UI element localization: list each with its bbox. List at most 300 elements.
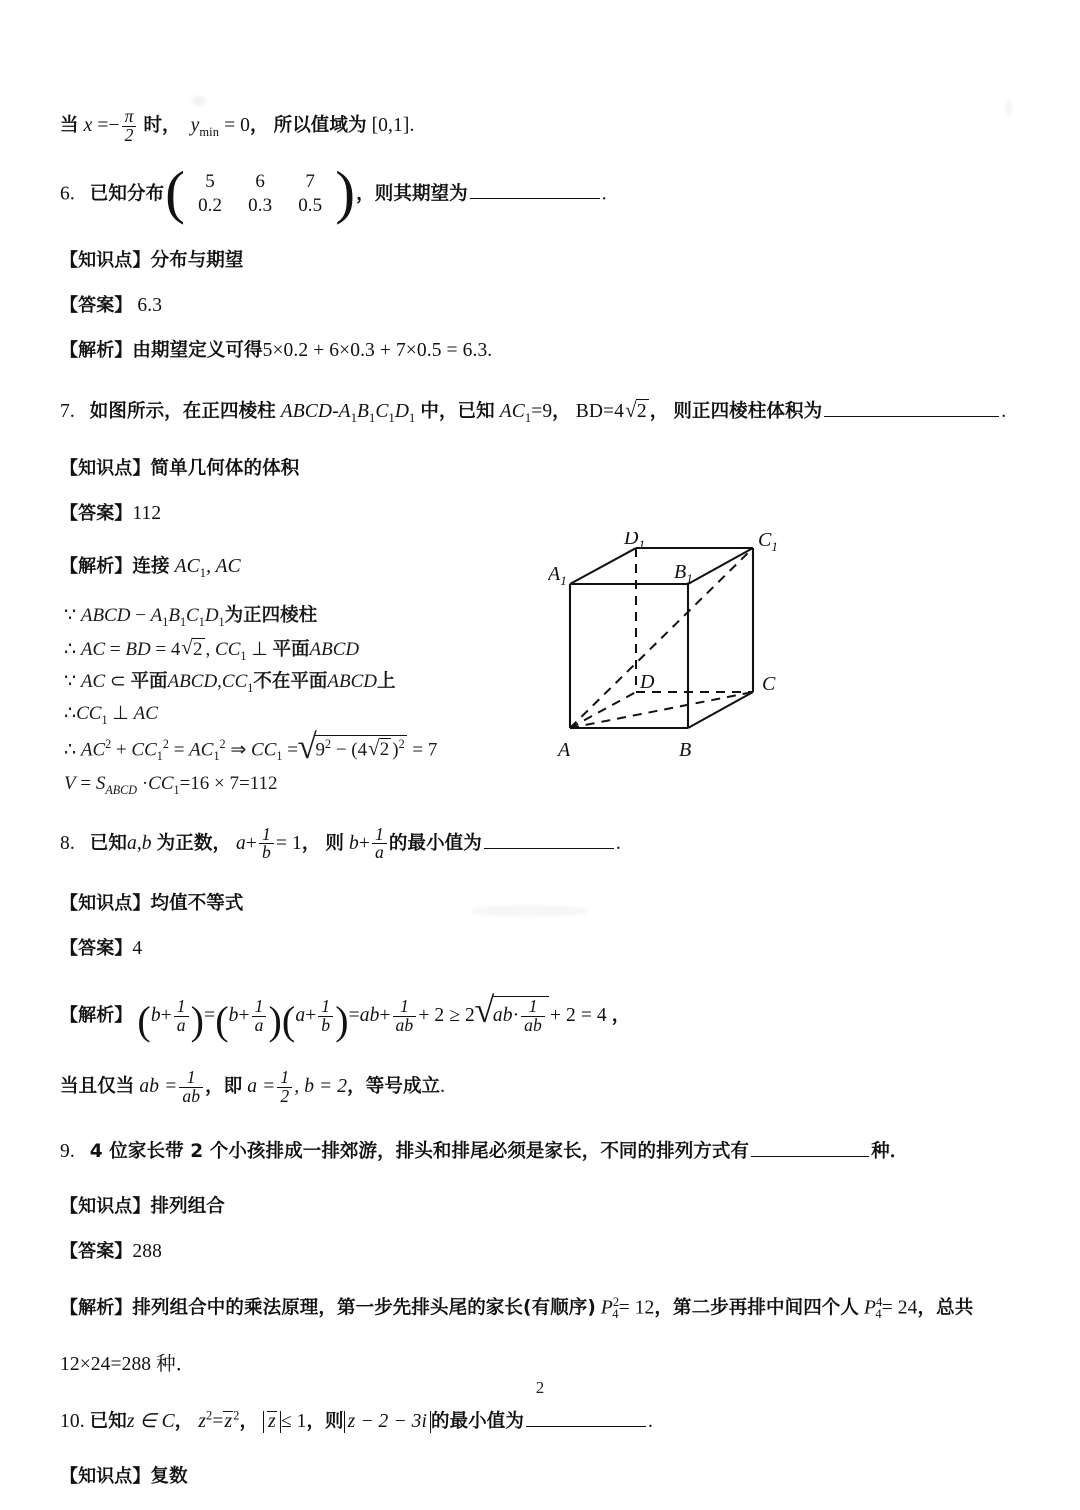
- step5-ac1-sub: 1: [213, 749, 220, 764]
- question-7-stem-1: 如图所示，在正四棱柱: [89, 400, 276, 422]
- step5-radicand: [315, 735, 407, 762]
- vertex-label-B1-sub: 1: [686, 571, 693, 586]
- intro-text-1: 当: [60, 115, 79, 137]
- step1-text: 为正四棱柱: [224, 605, 318, 627]
- step3-cc1: CC: [221, 670, 248, 692]
- step1-a1: A: [150, 605, 163, 627]
- sqrt-2-radicand: 2: [636, 399, 649, 425]
- vertex-label-A1-sub: 1: [560, 573, 567, 588]
- permutation-p1-sub: 4: [612, 1307, 619, 1322]
- step2-cc1-sub: 1: [240, 648, 247, 663]
- a8-plus2: +: [238, 1005, 250, 1027]
- step5-minus: −: [335, 739, 347, 761]
- question-10-number: 10.: [60, 1411, 85, 1433]
- segment-ac: , AC: [206, 555, 241, 577]
- a8-ab: ab: [359, 1005, 380, 1027]
- analysis-label: 【解析】: [60, 339, 133, 361]
- open-paren: (: [137, 997, 151, 1043]
- q8-frac-num: 1: [262, 823, 271, 844]
- step5-nine: 9: [315, 739, 325, 761]
- condition-a-den: 2: [277, 1087, 292, 1106]
- condition-text-2: ，即: [205, 1076, 243, 1098]
- prism-b: B: [357, 400, 370, 422]
- step5-ac1: AC: [189, 739, 214, 761]
- q10-le-one: ≤ 1: [280, 1411, 307, 1433]
- step5-eq: =: [173, 739, 185, 761]
- step3-on-text: 上: [376, 670, 396, 692]
- vertex-label-D1-sub: 1: [638, 537, 645, 552]
- question-7-answer-value: 112: [132, 502, 162, 524]
- question-8-period: .: [615, 832, 621, 854]
- a8-f1-num: 1: [176, 996, 186, 1017]
- prism-svg: [548, 532, 798, 772]
- vertex-label-D: D: [640, 671, 655, 693]
- question-9-answer-value: 288: [132, 1240, 162, 1262]
- knowledge-point-label: 【知识点】: [60, 893, 151, 915]
- permutation-p1: P: [600, 1297, 613, 1319]
- question-9-number: 9.: [60, 1141, 75, 1163]
- question-8-knowledge-point: [60, 892, 1020, 917]
- intro-var-x: x: [83, 115, 93, 137]
- one-over-ab-fraction: [179, 1069, 203, 1106]
- intro-ymin-eq: = 0: [224, 115, 250, 137]
- step3-plane-text: 平面: [130, 670, 168, 692]
- page-content: [60, 108, 1020, 1510]
- sqrt-2-icon: [368, 738, 391, 761]
- permutation-p1-value: = 12: [618, 1297, 655, 1319]
- step6-eq: =: [80, 773, 92, 795]
- step2-sqrt-radicand: 2: [193, 638, 203, 660]
- answer-label: 【答案】: [60, 1240, 133, 1262]
- question-7-number: 7.: [60, 400, 75, 422]
- question-7-derivation: [64, 605, 1020, 797]
- segment-ac1-sub: 1: [199, 565, 207, 580]
- intro-text-3: 所以值域为: [273, 115, 367, 137]
- step4-cc1: CC: [76, 702, 102, 724]
- z-minus-expr: z − 2 − 3i: [347, 1411, 427, 1433]
- step2-plane-text: 平面: [272, 638, 310, 660]
- q8-plus: +: [245, 832, 257, 854]
- sqrt-big-icon: [476, 996, 549, 1035]
- answer-label: 【答案】: [60, 502, 133, 524]
- dot-operator: ·: [141, 773, 149, 795]
- one-over-a-fraction: [372, 823, 387, 863]
- ac1-symbol: AC: [499, 400, 525, 422]
- a8-two: 2: [465, 1005, 475, 1027]
- question-6-period: .: [601, 183, 607, 205]
- a8-f1-den: a: [174, 1016, 189, 1035]
- step2-cc1: CC: [215, 638, 241, 660]
- prism-c1-sub: 1: [388, 410, 395, 425]
- step2-comma: ,: [205, 638, 211, 660]
- analysis-label: 【解析】: [60, 555, 133, 577]
- condition-a-num: 1: [280, 1067, 290, 1088]
- derivation-step-1: [64, 605, 1020, 629]
- segment-ac1: AC: [174, 555, 200, 577]
- condition-b-eq: , b = 2: [294, 1076, 348, 1098]
- two-denominator: 2: [122, 126, 137, 145]
- intro-comma: ，: [250, 115, 269, 137]
- step2-eq2: = 4: [155, 638, 181, 660]
- derivation-step-2: [64, 638, 1020, 663]
- step2-bd: BD: [125, 638, 151, 660]
- therefore-symbol: ∴: [64, 702, 77, 724]
- q10-comma-3: ，则: [306, 1411, 344, 1433]
- derivation-step-4: [64, 703, 1020, 727]
- dot-operator: ·: [512, 1005, 520, 1027]
- question-7-answer-blank[interactable]: [824, 398, 999, 417]
- condition-ab-eq: ab =: [139, 1076, 178, 1098]
- close-paren: ): [335, 997, 349, 1043]
- question-9-analysis: [60, 1295, 1020, 1323]
- edge-A-D-hidden: [570, 692, 636, 728]
- question-10-answer-blank[interactable]: [526, 1408, 646, 1427]
- a8-f3-den: b: [318, 1016, 333, 1035]
- step5-cc1-sub: 1: [156, 749, 163, 764]
- one-over-ab-fraction: [521, 998, 545, 1035]
- question-9-knowledge-point: [60, 1195, 1020, 1220]
- question-6-analysis-end: .: [487, 339, 493, 361]
- question-10-stem-1: 已知: [89, 1411, 127, 1433]
- question-6-stem: [60, 159, 1020, 226]
- question-9-stem: [60, 1138, 1020, 1165]
- derivation-step-3: [64, 671, 1020, 695]
- question-6-knowledge-point: [60, 249, 1020, 274]
- matrix-cell-r1c2: 6: [255, 170, 265, 192]
- a8-b: b: [150, 1005, 161, 1027]
- question-7-analysis-lead-text: 连接: [132, 555, 170, 577]
- question-10-knowledge-point-value: 复数: [150, 1466, 188, 1488]
- question-9-analysis-total: 12×24=288 种．: [60, 1354, 196, 1376]
- step2-plane-abcd: ABCD: [309, 638, 360, 660]
- step1-d1-sub: 1: [218, 615, 225, 630]
- question-8-analysis-comma: ，: [611, 1005, 631, 1027]
- matrix-table: [185, 170, 335, 218]
- step5-eq2: =: [287, 739, 298, 761]
- question-6-answer: [60, 294, 1020, 319]
- question-9-stem-end: 种．: [871, 1141, 909, 1163]
- matrix-row-values: [185, 170, 335, 194]
- diagonal-A-C: [570, 692, 753, 728]
- z-squared-sup: 2: [206, 1408, 213, 1423]
- one-over-b-fraction: [259, 823, 274, 863]
- intro-minus: −: [108, 115, 120, 137]
- question-9-knowledge-point-value: 排列组合: [150, 1196, 225, 1218]
- matrix-cell-r2c2: 0.3: [248, 194, 273, 216]
- question-7-analysis-lead: [60, 555, 1020, 582]
- question-8-stem-1: 已知: [89, 832, 127, 854]
- analysis-label: 【解析】: [60, 1297, 133, 1319]
- scan-artifact: [192, 96, 206, 106]
- question-6-analysis: [60, 339, 1020, 364]
- diagonal-A-C1: [570, 548, 753, 728]
- a8-f3-num: 1: [321, 996, 331, 1017]
- close-paren: ): [268, 997, 282, 1043]
- question-8-condition: [60, 1069, 1020, 1106]
- prism-b1-sub: 1: [369, 410, 376, 425]
- step5-cc1-sup: 2: [162, 736, 169, 751]
- permutation-p2-sub: 4: [875, 1307, 882, 1322]
- q10-comma-1: ，: [174, 1411, 194, 1433]
- step1-b1-sub: 1: [179, 615, 187, 630]
- modulus-bars: [263, 1411, 281, 1433]
- q8-eq-rhs: = 1: [275, 832, 302, 854]
- page-number: 2: [535, 1378, 545, 1397]
- condition-text-3: ，等号成立: [347, 1076, 441, 1098]
- question-9-analysis-cont: [60, 1353, 1020, 1378]
- question-10-stem: [60, 1408, 1020, 1435]
- step3-ac: AC: [80, 670, 106, 692]
- step3-plane-abcd: ABCD: [167, 670, 218, 692]
- step1-b1: B: [168, 605, 180, 627]
- vertex-label-D1: $D_1$: [624, 532, 645, 552]
- q8-frac-den: b: [259, 843, 274, 862]
- step5-ac-sup: 2: [105, 736, 112, 751]
- condition-text-1: 当且仅当: [60, 1076, 135, 1098]
- one-over-a-fraction: [252, 998, 267, 1035]
- sqrt-2-icon: [181, 638, 204, 661]
- one-half-fraction: [277, 1069, 292, 1106]
- question-9-analysis-text-1: 排列组合中的乘法原理，第一步先排头尾的家长(有顺序): [132, 1297, 596, 1319]
- edge-A1-D1: [570, 548, 636, 584]
- question-6-number: 6.: [60, 183, 75, 205]
- area-symbol: S: [95, 773, 106, 795]
- matrix-cell-r1c1: 5: [205, 170, 215, 192]
- question-7-stem-2: 中，已知: [420, 400, 495, 422]
- step2-ac: AC: [80, 638, 106, 660]
- matrix-right-paren: ): [335, 159, 356, 226]
- step1-c1: C: [186, 605, 199, 627]
- edge-B-C: [688, 692, 753, 728]
- step4-cc1-sub: 1: [101, 712, 108, 727]
- question-8-stem-2: 为正数，: [156, 832, 232, 854]
- step5-rparen: ): [392, 739, 399, 761]
- step5-plus: +: [115, 739, 127, 761]
- bd-value: BD=4: [575, 400, 625, 422]
- q8-target-b: b: [349, 832, 359, 854]
- question-6-answer-blank[interactable]: [470, 180, 600, 199]
- z-conjugate: z: [224, 1411, 233, 1433]
- a8-radicand: [492, 996, 549, 1035]
- prism-d1-sub: 1: [409, 410, 416, 425]
- step3-comma: ,: [217, 670, 222, 692]
- q8-comma: ，: [301, 832, 321, 854]
- question-8-stem: [60, 823, 1020, 863]
- prism-a1-sub: 1: [350, 410, 358, 425]
- matrix-left-paren: (: [165, 159, 186, 226]
- a8-eq1: =: [204, 1005, 216, 1027]
- step2-eq: =: [109, 638, 121, 660]
- vertex-label-B1: $B_1$: [674, 561, 693, 586]
- z-squared: z: [198, 1411, 207, 1433]
- knowledge-point-label: 【知识点】: [60, 1466, 151, 1488]
- question-7-knowledge-point-value: 简单几何体的体积: [150, 457, 300, 479]
- step5-cc1: CC: [131, 739, 157, 761]
- question-8-answer-value: 4: [132, 938, 143, 960]
- open-paren: (: [281, 997, 296, 1043]
- question-7-stem: [60, 398, 1020, 427]
- question-7-comma-1: ，: [552, 400, 571, 422]
- step5-ac: AC: [80, 739, 106, 761]
- question-7-stem-3: 则正四棱柱体积为: [673, 400, 823, 422]
- close-paren: ): [190, 997, 205, 1043]
- analysis-label: 【解析】: [60, 1005, 133, 1027]
- question-6-stem-prefix: 已知分布: [89, 183, 165, 205]
- step6-cc1: CC: [148, 773, 174, 795]
- distribution-matrix: [165, 159, 356, 226]
- a8-f2-den: a: [252, 1016, 267, 1035]
- question-6-answer-value: 6.3: [137, 294, 163, 316]
- a8-a: a: [295, 1005, 306, 1027]
- question-9-analysis-text-2: ，第二步再排中间四个人: [654, 1297, 860, 1319]
- step3-plane-abcd-2: ABCD: [327, 670, 377, 692]
- step6-cc1-sub: 1: [173, 783, 180, 798]
- intro-text-2: 时，: [143, 115, 181, 137]
- matrix-row-probabilities: [185, 194, 335, 218]
- modulus-bars: [344, 1411, 431, 1433]
- open-paren: (: [215, 997, 229, 1043]
- a8-plus: +: [160, 1005, 172, 1027]
- permutation-p2-value: = 24: [881, 1297, 918, 1319]
- a8-f5-den: ab: [521, 1016, 545, 1035]
- implies-symbol: ⇒: [230, 739, 247, 761]
- answer-label: 【答案】: [60, 938, 133, 960]
- z-conjugate-overline: [223, 1411, 233, 1432]
- q10-eq: =: [212, 1411, 224, 1433]
- step6-result: =16 × 7=112: [179, 773, 278, 795]
- vertex-labels: [548, 532, 778, 761]
- permutation-p1-sup: 2: [612, 1294, 620, 1309]
- volume-symbol: V: [64, 773, 76, 795]
- a8-plus3: +: [305, 1005, 317, 1027]
- a8-eq2: =: [348, 1005, 360, 1027]
- question-6-analysis-text: 由期望定义可得: [132, 339, 263, 361]
- prism-name: ABCD-A: [280, 400, 351, 422]
- question-7-answer: [60, 502, 1020, 527]
- sqrt-2-icon: [625, 399, 649, 425]
- therefore-symbol: ∴: [64, 638, 77, 660]
- question-9-answer: [60, 1240, 1020, 1265]
- question-10-stem-2: 的最小值为: [430, 1411, 524, 1433]
- step5-inner-radicand: 2: [379, 739, 390, 761]
- condition-frac-num: 1: [186, 1067, 196, 1088]
- perpendicular-symbol: ⊥: [251, 638, 268, 660]
- step1-c1-sub: 1: [198, 615, 205, 630]
- matrix-cell-r1c3: 7: [305, 170, 316, 192]
- intro-var-y: y: [190, 115, 200, 137]
- matrix-cell-r2c3: 0.5: [298, 194, 323, 216]
- knowledge-point-label: 【知识点】: [60, 249, 151, 271]
- intro-range: [0,1]: [371, 115, 410, 137]
- knowledge-point-label: 【知识点】: [60, 1196, 151, 1218]
- knowledge-point-label: 【知识点】: [60, 457, 151, 479]
- question-8-stem-3: 则: [325, 832, 345, 854]
- step1-a1-sub: 1: [162, 615, 169, 630]
- a8-f4-num: 1: [399, 996, 409, 1017]
- therefore-because-symbol: ∵: [64, 605, 77, 627]
- a8-ab2: ab: [492, 1005, 513, 1027]
- step5-eq3: = 7: [412, 739, 438, 761]
- q10-comma-2: ，: [239, 1411, 259, 1433]
- question-8-number: 8.: [60, 832, 75, 854]
- because-symbol: ∵: [64, 670, 77, 692]
- step5-lparen: (4: [351, 739, 368, 761]
- question-9-analysis-text-3: ，总共: [917, 1297, 974, 1319]
- one-over-b-fraction: [318, 998, 333, 1035]
- step3-not-in-text: 不在平面: [253, 670, 328, 692]
- pi-over-two-fraction: [122, 108, 137, 145]
- q8-a: a: [236, 832, 246, 854]
- perpendicular-symbol: ⊥: [112, 702, 129, 724]
- question-8-stem-4: 的最小值为: [388, 832, 482, 854]
- z-conjugate-sup: 2: [233, 1408, 240, 1423]
- condition-a-eq: a =: [247, 1076, 276, 1098]
- question-7-comma-2: ，: [649, 400, 669, 422]
- vertex-label-C1-sub: 1: [771, 539, 778, 554]
- area-sub: ABCD: [105, 783, 138, 798]
- answer-label: 【答案】: [60, 294, 133, 316]
- a8-b2: b: [228, 1005, 239, 1027]
- question-8-answer-blank[interactable]: [484, 830, 614, 849]
- prism-figure: [548, 532, 798, 772]
- q8-target-den: a: [372, 843, 387, 862]
- question-7-period: .: [1001, 400, 1007, 422]
- intro-line: [60, 108, 1020, 145]
- z-conjugate-overline: [267, 1411, 277, 1432]
- question-8-vars: a,b: [126, 832, 152, 854]
- vertex-label-C1: $C_1$: [758, 532, 778, 554]
- question-8-answer: [60, 937, 1020, 962]
- a8-plus5: + 2 = 4: [549, 1005, 607, 1027]
- intro-eq: =: [97, 115, 109, 137]
- vertex-label-A: A: [558, 739, 571, 761]
- condition-period: .: [440, 1076, 446, 1098]
- permutation-p2: P: [864, 1297, 877, 1319]
- question-9-stem-text: 4 位家长带 2 个小孩排成一排郊游，排头和排尾必须是家长，不同的排列方式有: [89, 1141, 750, 1163]
- a8-plus2b: + 2: [418, 1005, 445, 1027]
- ac1-subscript: 1: [524, 410, 532, 425]
- a8-f5-num: 1: [528, 996, 538, 1017]
- step1-prism: ABCD: [80, 605, 131, 627]
- permutation-p2-sup: 4: [876, 1294, 883, 1309]
- subset-symbol: ⊂: [109, 670, 126, 692]
- step3-cc1-sub: 1: [247, 680, 254, 695]
- intro-period: .: [409, 115, 415, 137]
- step5-cc1-result: CC: [251, 739, 277, 761]
- ymin-subscript: min: [199, 125, 220, 140]
- step5-ac1-sup: 2: [219, 736, 226, 751]
- q8-target-plus: +: [358, 832, 370, 854]
- derivation-step-6: [64, 773, 1020, 797]
- question-9-answer-blank[interactable]: [751, 1138, 869, 1157]
- question-7-knowledge-point: [60, 457, 1020, 482]
- condition-frac-den: ab: [179, 1087, 203, 1106]
- z-in-c: z ∈ C: [126, 1411, 175, 1433]
- geq-symbol: ≥: [449, 1005, 461, 1027]
- question-6-knowledge-point-value: 分布与期望: [150, 249, 244, 271]
- step5-rparen-sup: 2: [398, 736, 405, 751]
- a8-f2-num: 1: [254, 996, 264, 1017]
- derivation-step-5: [64, 735, 1020, 763]
- step4-ac: AC: [133, 702, 158, 724]
- sqrt-big-icon: [299, 735, 407, 762]
- q8-target-num: 1: [374, 823, 384, 844]
- step1-minus: −: [135, 605, 146, 627]
- matrix-cell-r2c1: 0.2: [198, 194, 223, 216]
- question-10-knowledge-point: [60, 1465, 1020, 1490]
- prism-c: C: [375, 400, 389, 422]
- question-6-stem-suffix: ，则其期望为: [356, 183, 468, 205]
